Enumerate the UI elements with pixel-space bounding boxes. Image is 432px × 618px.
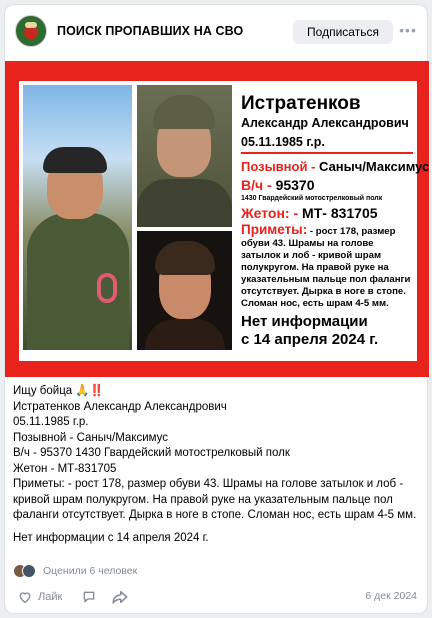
poster-no-info-line1: Нет информации [241, 313, 368, 330]
poster-unit-sub: 1430 Гвардейский мотострелковый полк [241, 195, 383, 202]
post-image[interactable] [5, 61, 429, 377]
post-card [4, 4, 428, 614]
poster-name: Александр Александрович [241, 116, 409, 130]
subscribe-button[interactable]: Подписаться [293, 20, 393, 44]
poster-divider [241, 152, 413, 154]
comment-icon [81, 589, 97, 605]
share-button[interactable] [111, 587, 129, 607]
post-line-8: Нет информации с 14 апреля 2024 г. [13, 531, 209, 544]
group-avatar[interactable] [15, 15, 47, 47]
poster-no-info [241, 313, 413, 349]
heart-icon [17, 589, 33, 605]
poster-surname: Истратенков [241, 93, 361, 114]
share-arrow-icon [111, 589, 129, 605]
poster-callsign [241, 159, 429, 174]
poster-token [241, 205, 378, 221]
post-text [13, 384, 423, 546]
poster-unit-label: В/ч - [241, 177, 272, 193]
post-header [13, 13, 419, 49]
post-line-2: Истратенков Александр Александрович [13, 400, 227, 413]
poster-token-label: Жетон: - [241, 205, 299, 221]
like-button[interactable] [17, 587, 62, 607]
poster-dob: 05.11.1985 г.р. [241, 135, 325, 149]
poster-board [19, 81, 430, 361]
post-line-7: Приметы: - рост 178, размер обуви 43. Шрамы на голове затылок и лоб - кривой шрам полукругом. На правой руке на указательным пальце пол фаланги отсутствует. Дырка в ноге в стопе. Сломан нос, есть шрам 4-5 мм. [13, 478, 417, 521]
poster-callsign-label: Позывной - [241, 159, 316, 174]
poster-signs-value: - рост 178, размер обуви 43. Шрамы на голове затылок и лоб - кривой шрам полукругом. На правой руке на указательным пальце пол фаланги отсутствует. Дырка в ноге в стопе. Сломан нос, есть шрам 4-5 мм. [241, 226, 411, 309]
post-date[interactable]: 6 дек 2024 [365, 590, 417, 602]
like-label: Лайк [38, 591, 63, 603]
poster-signs [241, 224, 413, 310]
poster-callsign-value: Саныч/Максимус [319, 159, 430, 174]
double-exclamation-icon: ‼️ [89, 385, 105, 397]
poster-no-info-line2: с 14 апреля 2024 г. [241, 331, 379, 348]
reactor-avatar [22, 564, 36, 578]
group-name-link[interactable]: ПОИСК ПРОПАВШИХ НА СВО [57, 24, 244, 38]
post-line-5: В/ч - 95370 1430 Гвардейский мотострелковый полк [13, 447, 290, 459]
rated-count[interactable]: Оценили 6 человек [43, 565, 138, 577]
poster-token-value: МТ- 831705 [302, 205, 378, 221]
comment-button[interactable] [81, 587, 97, 607]
post-line-6: Жетон - МТ-831705 [13, 462, 117, 475]
post-line-1 [13, 384, 423, 400]
photo-young-man [137, 231, 232, 350]
post-line-1-text: Ищу бойца 🙏 [13, 385, 90, 397]
more-dots-icon[interactable]: ••• [399, 22, 417, 38]
photo-soldier-selfie [23, 85, 132, 350]
photo-soldier-helmet [137, 85, 232, 227]
post-line-3: 05.11.1985 г.р. [13, 416, 89, 428]
poster-unit-value: 95370 [275, 177, 315, 193]
post-line-4: Позывной - Саныч/Максимус [13, 431, 169, 444]
poster-signs-label: Приметы: [241, 222, 308, 237]
action-bar [13, 587, 421, 607]
poster-unit [241, 177, 315, 193]
